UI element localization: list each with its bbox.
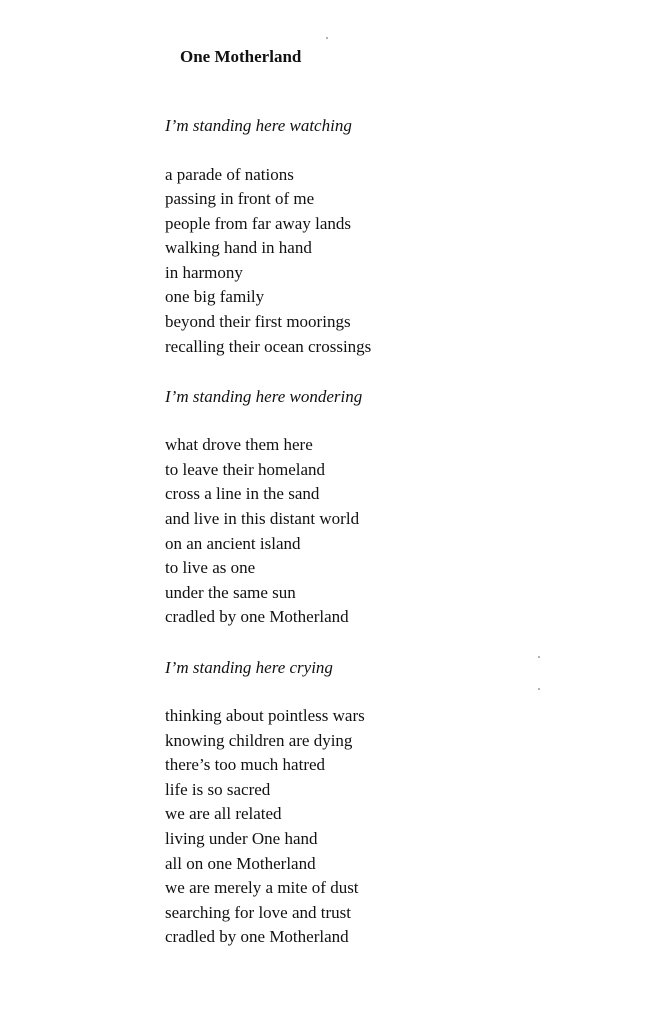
stanza-heading: I’m standing here wondering — [165, 386, 363, 406]
stanza-spacer — [165, 680, 605, 705]
poem-line: and live in this distant world — [165, 509, 360, 529]
poem-line: there’s too much hatred — [165, 755, 326, 775]
stanza-spacer — [165, 409, 605, 434]
poem-line: cross a line in the sand — [165, 484, 320, 504]
stanza-lines — [165, 433, 605, 630]
poem-line: we are merely a mite of dust — [165, 878, 359, 898]
poem-title: One Motherland — [180, 47, 302, 66]
poem-line: we are all related — [165, 804, 282, 824]
stanza-lines — [165, 704, 605, 950]
poem-line: in harmony — [165, 262, 243, 282]
poem-line: passing in front of me — [165, 189, 315, 209]
poem-line: all on one Motherland — [165, 853, 316, 873]
poem-line: recalling their ocean crossings — [165, 336, 372, 356]
poem-line: knowing children are dying — [165, 730, 353, 750]
poem-line: under the same sun — [165, 582, 296, 602]
poem-line: cradled by one Motherland — [165, 927, 349, 947]
poem-line: one big family — [165, 287, 265, 307]
poem-line: people from far away lands — [165, 213, 351, 233]
poem-line: to live as one — [165, 558, 256, 578]
stanza-3 — [165, 655, 605, 950]
scan-speck — [538, 656, 540, 658]
stanza-1 — [165, 113, 605, 384]
scan-speck — [326, 37, 328, 39]
poem-line: cradled by one Motherland — [165, 607, 349, 627]
poem-line: life is so sacred — [165, 779, 271, 799]
poem-line: searching for love and trust — [165, 902, 351, 922]
poem-line: thinking about pointless wars — [165, 706, 365, 725]
poem-line: walking hand in hand — [165, 238, 312, 258]
stanza-lines — [165, 163, 605, 360]
stanza-heading: I’m standing here watching — [165, 116, 352, 135]
scan-speck — [538, 688, 540, 690]
stanza-spacer — [165, 138, 605, 163]
poem-body — [165, 113, 605, 950]
stanza-spacer — [165, 359, 605, 384]
stanza-spacer — [165, 630, 605, 655]
stanza-2 — [165, 384, 605, 655]
poem-line: a parade of nations — [165, 164, 294, 184]
poem-line: what drove them here — [165, 435, 313, 455]
poem-line: beyond their first moorings — [165, 312, 351, 332]
stanza-heading: I’m standing here crying — [165, 657, 333, 677]
poem-line: on an ancient island — [165, 533, 301, 553]
poem-line: living under One hand — [165, 828, 318, 848]
poem-line: to leave their homeland — [165, 459, 326, 479]
